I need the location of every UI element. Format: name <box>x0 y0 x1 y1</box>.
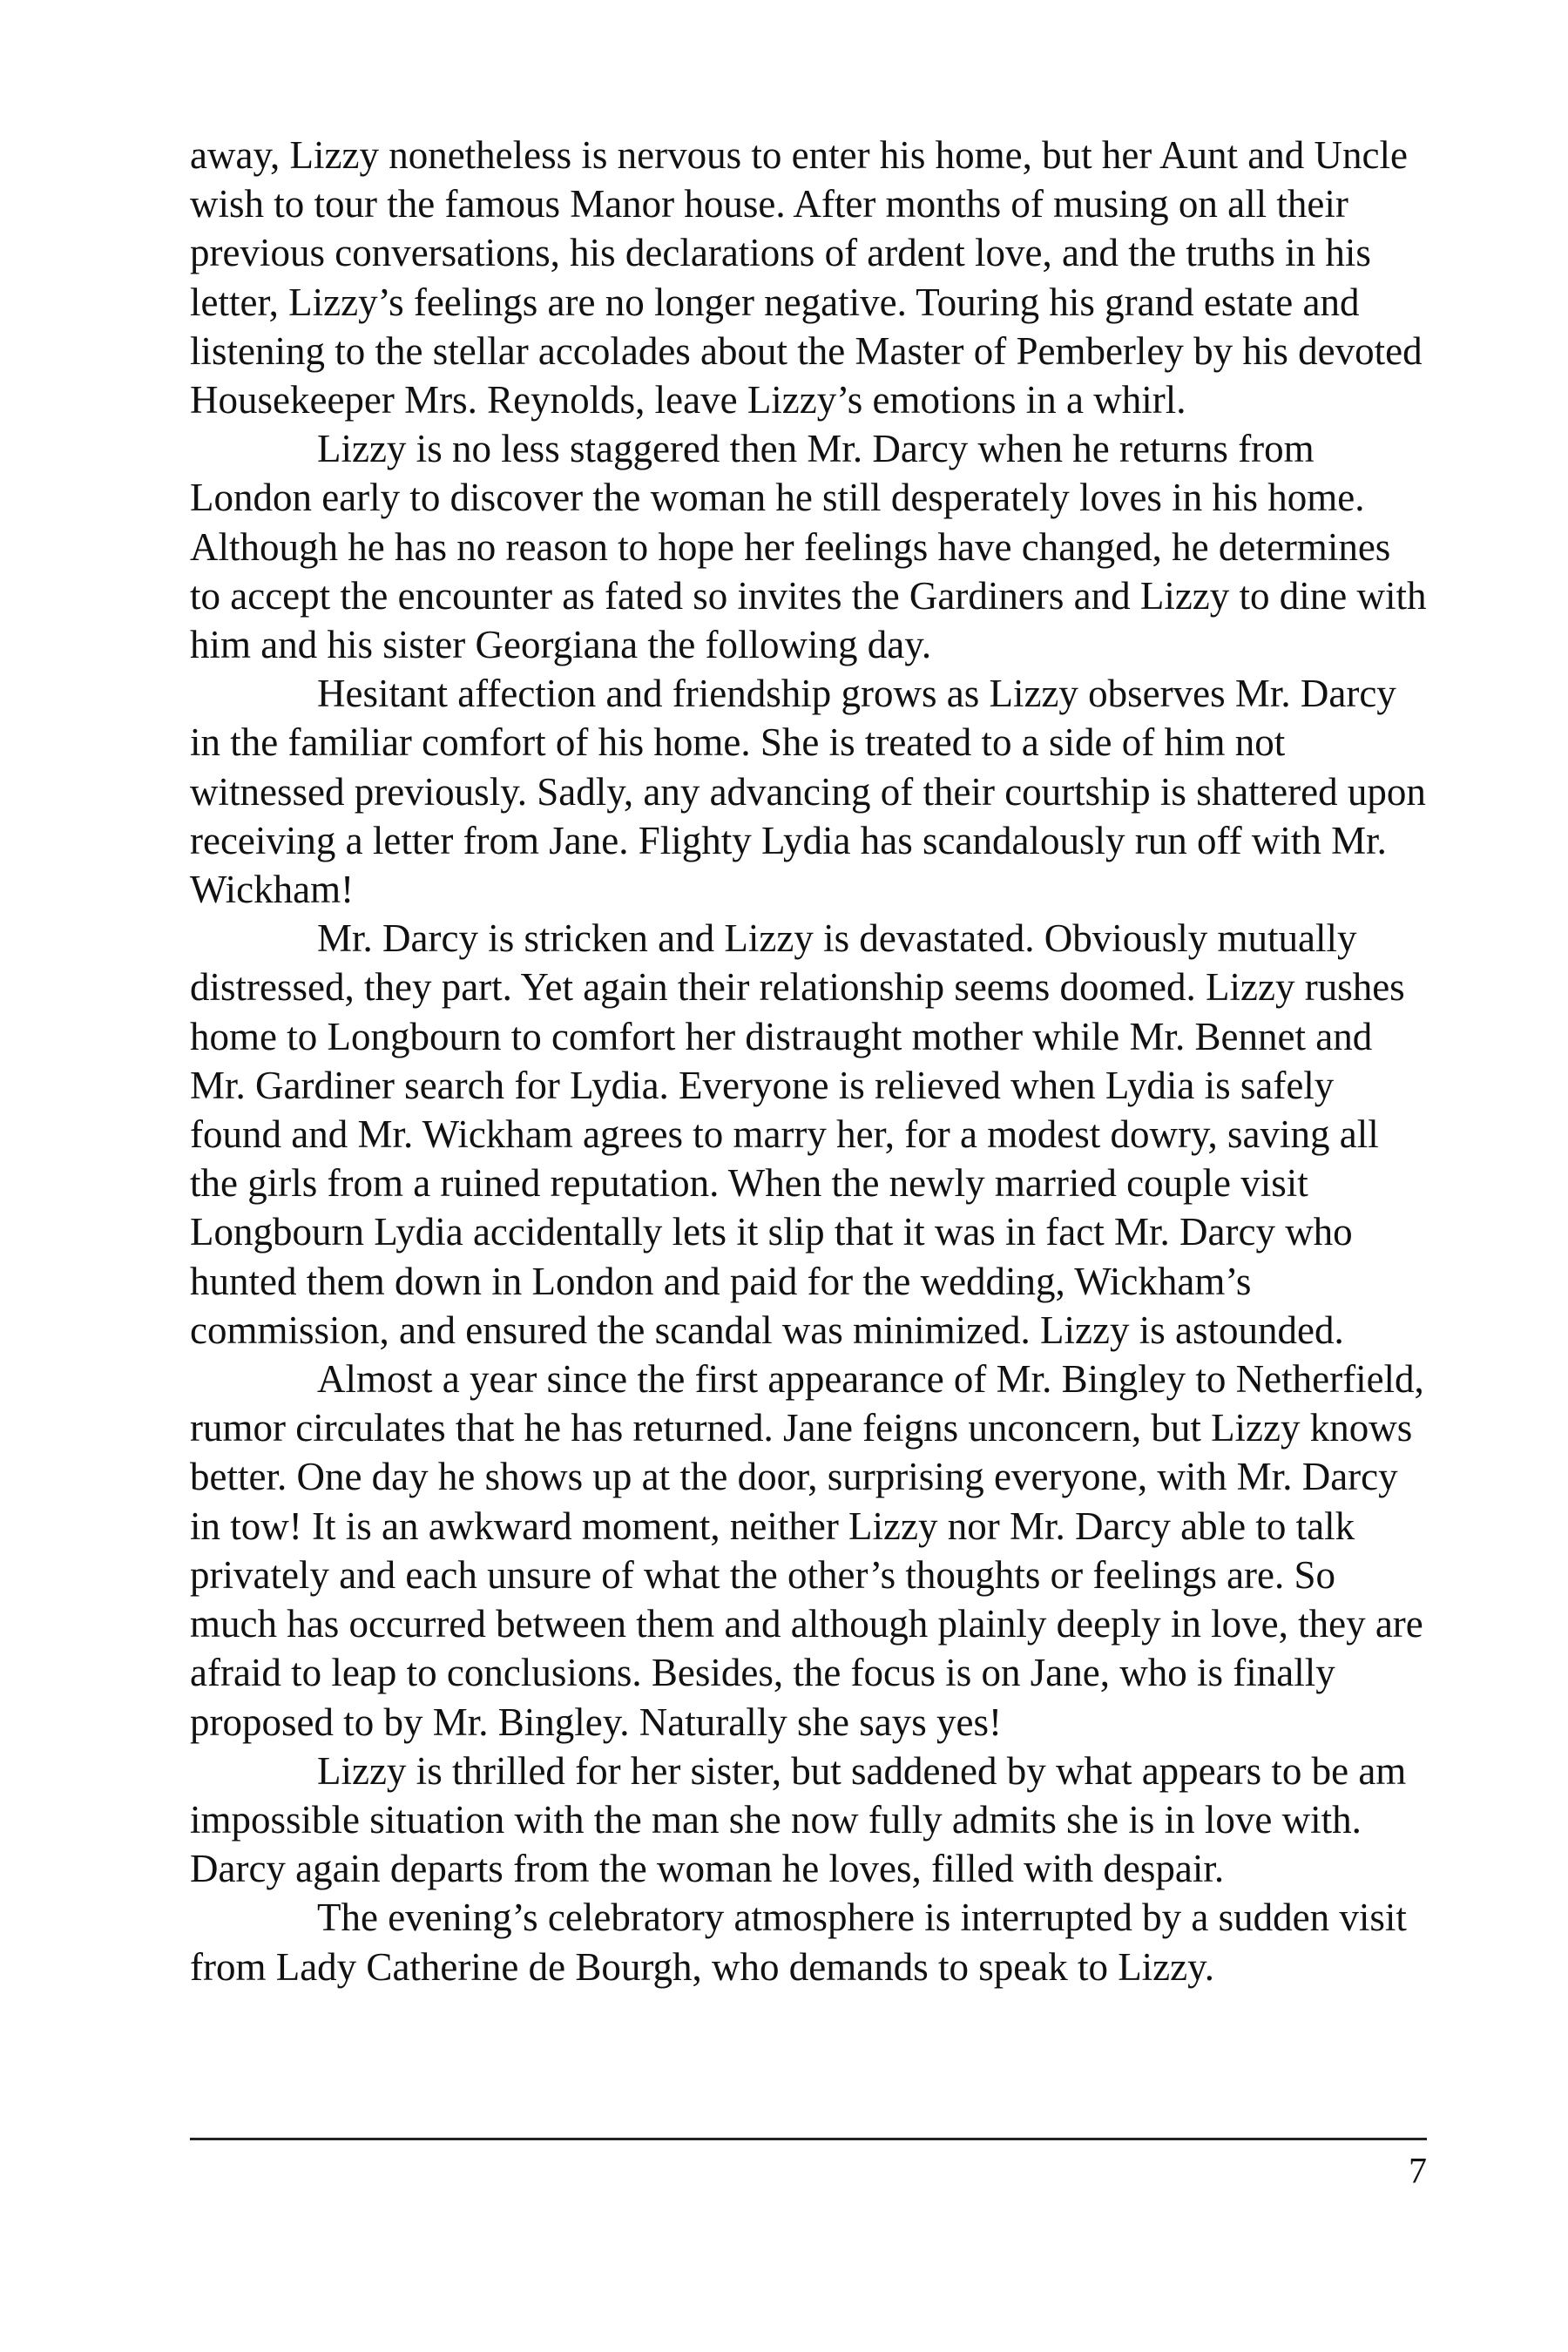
paragraph-6: Lizzy is thrilled for her sister, but saddened by what appears to be am impossible situation with the man she now fully admits she is in love with. Darcy again departs from the woman he loves, filled with despair. <box>190 1748 1407 1891</box>
paragraph-3: Hesitant affection and friendship grows as Lizzy observes Mr. Darcy in the familiar comfort of his home. She is treated to a side of him not witnessed previously. Sadly, any advancing of their courtship is shattered upon receiving a letter from Jane. Flighty Lydia has scandalously run off with Mr. Wickham! <box>190 672 1426 912</box>
footer-divider <box>190 2138 1427 2140</box>
paragraph-5: Almost a year since the first appearance of Mr. Bingley to Netherfield, rumor circulates that he has returned. Jane feigns unconcern, but Lizzy knows better. One day he shows up at the door, surprising everyone, with Mr. Darcy in tow! It is an awkward moment, neither Lizzy nor Mr. Darcy able to talk privately and each unsure of what the other’s thoughts or feelings are. So much has occurred between them and although plainly deeply in love, they are afraid to leap to conclusions. Besides, the focus is on Jane, who is finally proposed to by Mr. Bingley. Naturally she says yes! <box>190 1357 1424 1744</box>
paragraph-4: Mr. Darcy is stricken and Lizzy is devastated. Obviously mutually distressed, they part. Yet again their relationship seems doomed. Lizzy rushes home to Longbourn to comfort her distraught mother while Mr. Bennet and Mr. Gardiner search for Lydia. Everyone is relieved when Lydia is safely found and Mr. Wickham agrees to marry her, for a modest dowry, saving all the girls from a ruined reputation. When the newly married couple visit Longbourn Lydia accidentally lets it slip that it was in fact Mr. Darcy who hunted them down in London and paid for the wedding, Wickham’s commission, and ensured the scandal was minimized. Lizzy is astounded. <box>190 916 1405 1352</box>
body-text <box>190 131 1427 1991</box>
page-number: 7 <box>1409 2152 1427 2192</box>
paragraph-2: Lizzy is no less staggered then Mr. Darcy when he returns from London early to discover the woman he still desperately loves in his home. Although he has no reason to hope her feelings have changed, he determines to accept the encounter as fated so invites the Gardiners and Lizzy to dine with him and his sister Georgiana the following day. <box>190 427 1427 667</box>
paragraph-7: The evening’s celebratory atmosphere is interrupted by a sudden visit from Lady Catherine de Bourgh, who demands to speak to Lizzy. <box>190 1896 1407 1989</box>
paragraph-1: away, Lizzy nonetheless is nervous to enter his home, but her Aunt and Uncle wish to tour the famous Manor house. After months of musing on all their previous conversations, his declarations of ardent love, and the truths in his letter, Lizzy’s feelings are no longer negative. Touring his grand estate and listening to the stellar accolades about the Master of Pemberley by his devoted Housekeeper Mrs. Reynolds, leave Lizzy’s emotions in a whirl. <box>190 133 1423 422</box>
